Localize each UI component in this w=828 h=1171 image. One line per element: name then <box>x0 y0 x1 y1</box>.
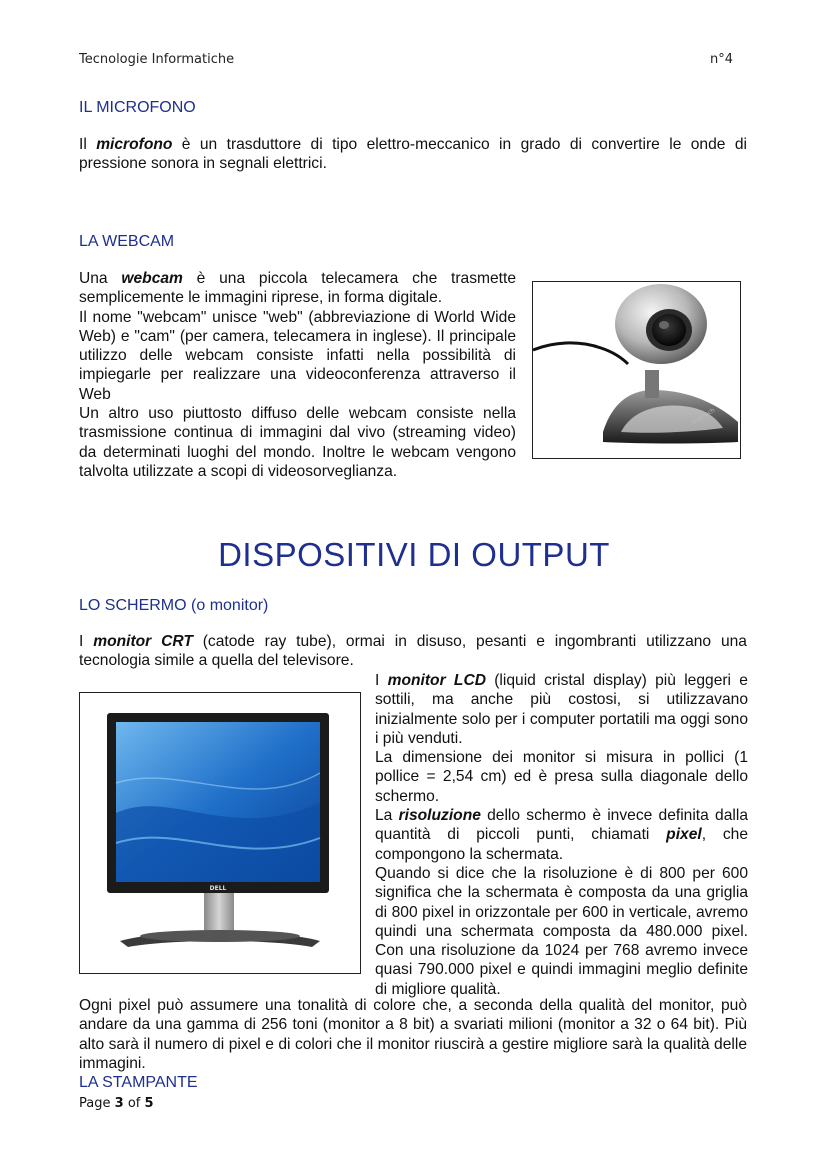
section-heading-stampante: LA STAMPANTE <box>79 1074 198 1091</box>
paragraph-crt: I monitor CRT (catode ray tube), ormai in disuso, pesanti e ingombranti utilizzano una tecnologia simile a quella del televisore. <box>79 633 747 670</box>
webcam-image <box>532 281 741 459</box>
monitor-image <box>79 692 361 974</box>
webcam-brand-label: Logitech <box>690 406 717 426</box>
paragraph-lcd-block: I monitor LCD (liquid cristal display) più leggeri e sottili, ma anche più costosi, si utilizzavano inizialmente solo per i computer portatili ma oggi sono i più venduti. La dimensione dei monitor si misura in pollici (1 pollice = 2,54 cm) ed è presa sulla diagonale dello schermo. La risoluzione dello schermo è invece definita dalla quantità di piccoli punti, chiamati pixel, che compongono la schermata. Quando si dice che la risoluzione è di 800 per 600 significa che la schermata è composta da una griglia di 800 pixel in orizzontale per 600 in verticale, avremo quindi una schermata composta da 480.000 pixel. Con una risoluzione da 1024 per 768 avremo invece quasi 790.000 pixel e quindi immagini meglio definite di migliore qualità. <box>375 672 748 998</box>
section-heading-microfono: IL MICROFONO <box>79 99 196 116</box>
output-title: DISPOSITIVI DI OUTPUT <box>218 536 610 573</box>
page-footer: Page 3 of 5 <box>79 1096 154 1111</box>
paragraph-pixel-colori: Ogni pixel può assumere una tonalità di colore che, a seconda della qualità del monitor, può andare da una gamma di 256 toni (monitor a 8 bit) a svariati milioni (monitor a 32 o 64 bit). Più alto sarà il numero di pixel e di colori che il monitor riuscirà a gestire migliore sarà la qualità delle immagini. <box>79 997 747 1072</box>
monitor-illustration <box>80 693 359 972</box>
paragraph-microfono: Il microfono è un trasduttore di tipo elettro-meccanico in grado di convertire le onde di pressione sonora in segnali elettrici. <box>79 136 747 173</box>
running-header-number: n°4 <box>710 52 734 67</box>
paragraph-webcam: Una webcam è una piccola telecamera che trasmette semplicemente le immagini riprese, in forma digitale. Il nome "webcam" unisce "web" (abbreviazione di World Wide Web) e "cam" (per camera, telecamera in inglese). Il principale utilizzo delle webcam consiste infatti nella possibilità di impiegarle per realizzare una videoconferenza attraverso il Web Un altro uso piuttosto diffuso delle webcam consiste nella trasmissione continua di immagini dal vivo (streaming video) da determinati luoghi del mondo. Inoltre le webcam vengono talvolta utilizzate a scopi di videosorveglianza. <box>79 270 516 480</box>
monitor-brand-label: DELL <box>209 885 227 892</box>
webcam-illustration <box>533 282 739 457</box>
running-header-title: Tecnologie Informatiche <box>79 52 235 67</box>
section-heading-webcam: LA WEBCAM <box>79 233 175 250</box>
section-heading-schermo: LO SCHERMO (o monitor) <box>79 597 269 614</box>
